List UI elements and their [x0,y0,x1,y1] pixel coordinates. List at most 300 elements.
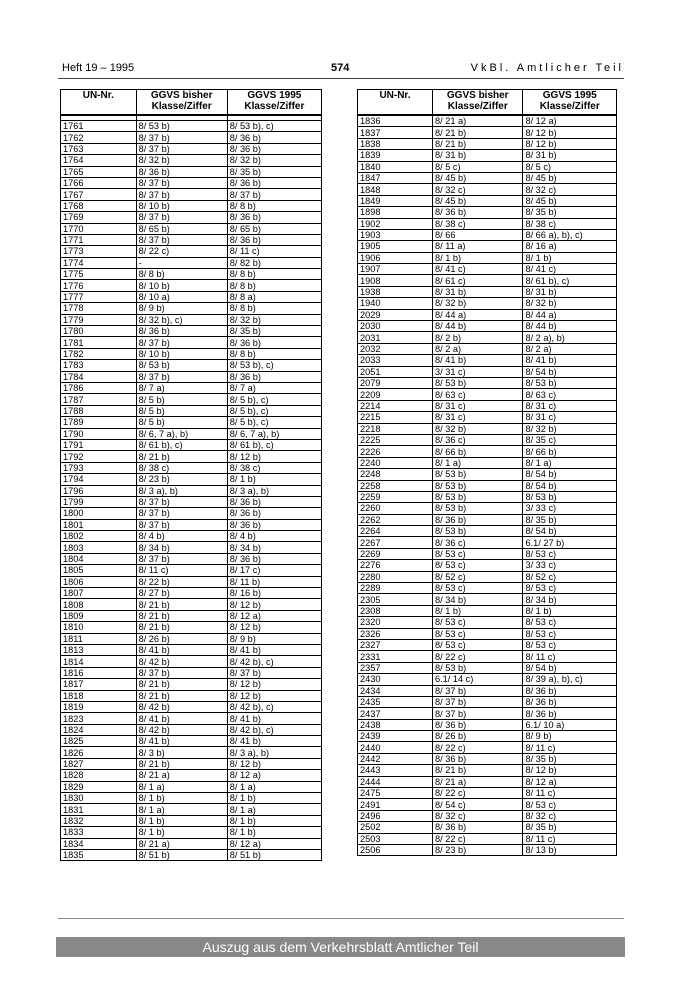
ggvs-bisher-cell: 8/ 21 a) [136,838,227,849]
ggvs-bisher-cell: 8/ 21 b) [136,690,227,701]
table-row [358,731,617,742]
ggvs-1995-cell: 8/ 11 b) [227,576,321,587]
table-row [358,594,617,605]
ggvs-1995-cell: 8/ 54 b) [523,366,617,377]
ggvs-1995-cell: 8/ 32 b) [523,298,617,309]
conversion-table-left [60,89,322,861]
table-row [358,423,617,434]
table-row [358,514,617,525]
ggvs-bisher-cell: 8/ 10 a) [136,291,227,302]
un-number-cell: 2218 [358,423,433,434]
table-row [61,485,322,496]
ggvs-1995-cell: 8/ 8 b) [227,348,321,359]
ggvs-1995-cell: 8/ 36 b) [227,519,321,530]
un-number-cell: 1906 [358,252,433,263]
ggvs-1995-cell: 8/ 5 b), c) [227,417,321,428]
ggvs-bisher-cell: 8/ 42 b) [136,656,227,667]
un-number-cell: 1807 [61,588,137,599]
ggvs-1995-cell: 8/ 12 b) [227,690,321,701]
table-row [61,610,322,621]
un-number-cell: 1790 [61,428,137,439]
un-number-cell: 2264 [358,526,433,537]
un-number-cell: 1776 [61,280,137,291]
un-number-cell: 2434 [358,685,433,696]
ggvs-1995-cell: 8/ 12 b) [523,127,617,138]
un-number-cell: 1938 [358,286,433,297]
table-row [358,537,617,548]
un-number-cell: 1808 [61,599,137,610]
un-number-cell: 2029 [358,309,433,320]
ggvs-bisher-cell: 8/ 1 b) [136,827,227,838]
table-row [358,241,617,252]
table-row [61,850,322,861]
un-number-cell: 2327 [358,639,433,650]
un-number-cell: 1804 [61,553,137,564]
table-row [358,651,617,662]
ggvs-1995-cell: 8/ 16 a) [523,241,617,252]
table-row [61,656,322,667]
ggvs-bisher-cell: 8/ 31 c) [433,412,523,423]
un-number-cell: 1805 [61,565,137,576]
un-number-cell: 1898 [358,207,433,218]
un-number-cell: 2506 [358,845,433,856]
ggvs-1995-cell: 8/ 39 a), b), c) [523,674,617,685]
ggvs-1995-cell: 8/ 53 b), c) [227,121,321,132]
ggvs-1995-cell: 8/ 53 c) [523,548,617,559]
table-row [358,355,617,366]
table-row [358,138,617,149]
ggvs-1995-cell: 8/ 1 b) [227,827,321,838]
table-row [61,405,322,416]
ggvs-1995-cell: 8/ 5 b), c) [227,405,321,416]
table-row [61,269,322,280]
table-row [358,571,617,582]
un-number-cell: 1831 [61,804,137,815]
ggvs-bisher-cell: 8/ 52 c) [433,571,523,582]
table-row [358,765,617,776]
un-number-cell: 2326 [358,628,433,639]
ggvs-bisher-cell: 8/ 22 c) [433,788,523,799]
ggvs-bisher-cell: 8/ 51 b) [136,850,227,861]
ggvs-bisher-cell: 8/ 36 b) [433,207,523,218]
ggvs-bisher-cell: 8/ 23 b) [433,845,523,856]
table-row [358,799,617,810]
ggvs-1995-cell: 8/ 63 c) [523,389,617,400]
ggvs-bisher-cell: 8/ 1 a) [433,457,523,468]
table-row [358,845,617,856]
ggvs-1995-cell: 8/ 36 b) [227,143,321,154]
ggvs-1995-cell: 8/ 36 b) [227,212,321,223]
ggvs-bisher-cell: 8/ 1 a) [136,804,227,815]
ggvs-1995-cell: 8/ 2 a), b) [523,332,617,343]
un-number-cell: 2331 [358,651,433,662]
table-header-row [358,90,617,116]
conversion-table-right [357,89,617,856]
un-number-cell: 1771 [61,234,137,245]
ggvs-1995-cell: 8/ 53 c) [523,639,617,650]
un-number-cell: 1832 [61,815,137,826]
un-number-cell: 1813 [61,644,137,655]
table-row [61,189,322,200]
un-number-cell: 1816 [61,667,137,678]
ggvs-bisher-cell: 8/ 1 b) [136,815,227,826]
ggvs-1995-cell: 8/ 8 a) [227,291,321,302]
table-row [358,366,617,377]
ggvs-1995-cell: 8/ 31 c) [523,400,617,411]
table-row [61,679,322,690]
ggvs-1995-cell: 8/ 61 b), c) [523,275,617,286]
table-row [61,827,322,838]
un-number-cell: 2475 [358,788,433,799]
ggvs-1995-cell: 8/ 36 b) [227,508,321,519]
ggvs-bisher-cell: 8/ 36 c) [433,537,523,548]
ggvs-bisher-cell: 8/ 5 b) [136,417,227,428]
footer-rule [58,918,624,919]
ggvs-bisher-cell: 8/ 41 b) [136,644,227,655]
un-number-cell: 1802 [61,531,137,542]
un-number-cell: 1762 [61,132,137,143]
ggvs-bisher-cell: 8/ 53 b) [433,469,523,480]
un-number-cell: 2435 [358,696,433,707]
un-number-cell: 1903 [358,229,433,240]
table-row [61,371,322,382]
table-row [61,644,322,655]
ggvs-bisher-cell: 8/ 63 c) [433,389,523,400]
table-row [61,155,322,166]
col-un-header: UN-Nr. [358,90,433,116]
un-number-cell: 1774 [61,257,137,268]
un-number-cell: 1769 [61,212,137,223]
ggvs-bisher-cell: 8/ 37 b) [433,696,523,707]
ggvs-1995-cell: 8/ 31 b) [523,286,617,297]
ggvs-1995-cell: 8/ 41 b) [227,644,321,655]
table-row [358,172,617,183]
un-number-cell: 1836 [358,115,433,127]
table-row [61,417,322,428]
ggvs-bisher-cell: 8/ 32 b) [433,298,523,309]
un-number-cell: 2437 [358,708,433,719]
ggvs-bisher-cell: 8/ 53 c) [433,560,523,571]
un-number-cell: 2502 [358,822,433,833]
table-row [358,377,617,388]
un-number-cell: 1801 [61,519,137,530]
table-row [358,810,617,821]
ggvs-1995-cell: 8/ 5 c) [523,161,617,172]
un-number-cell: 1770 [61,223,137,234]
un-number-cell: 2259 [358,491,433,502]
ggvs-bisher-cell: 8/ 37 b) [433,685,523,696]
table-row [358,560,617,571]
un-number-cell: 1905 [358,241,433,252]
un-number-cell: 1817 [61,679,137,690]
ggvs-1995-cell: 8/ 1 a) [227,804,321,815]
table-row [61,781,322,792]
un-number-cell: 2226 [358,446,433,457]
ggvs-1995-cell: 8/ 36 b) [227,496,321,507]
ggvs-1995-cell: 8/ 9 b) [227,633,321,644]
ggvs-bisher-cell: 8/ 3 a), b) [136,485,227,496]
ggvs-1995-cell: 8/ 36 b) [227,177,321,188]
ggvs-bisher-cell: 8/ 37 b) [136,212,227,223]
un-number-cell: 1800 [61,508,137,519]
un-number-cell: 2240 [358,457,433,468]
ggvs-bisher-cell: 8/ 53 b) [433,503,523,514]
ggvs-bisher-cell: 8/ 32 c) [433,184,523,195]
ggvs-bisher-cell: 8/ 37 b) [136,234,227,245]
ggvs-bisher-cell: 8/ 34 b) [433,594,523,605]
ggvs-1995-cell: 8/ 1 b) [227,793,321,804]
ggvs-1995-cell: 8/ 3 a), b) [227,747,321,758]
header-rule [58,78,624,79]
ggvs-bisher-cell: 8/ 53 c) [433,628,523,639]
table-row [61,793,322,804]
un-number-cell: 1783 [61,360,137,371]
ggvs-bisher-cell: 8/ 21 b) [433,127,523,138]
ggvs-bisher-cell: 8/ 36 b) [433,753,523,764]
un-number-cell: 2280 [358,571,433,582]
un-number-cell: 1902 [358,218,433,229]
un-number-cell: 1781 [61,337,137,348]
un-number-cell: 2440 [358,742,433,753]
ggvs-1995-cell: 8/ 51 b) [227,850,321,861]
ggvs-1995-cell: 8/ 66 a), b), c) [523,229,617,240]
un-number-cell: 1849 [358,195,433,206]
ggvs-bisher-cell: 8/ 22 c) [433,651,523,662]
ggvs-bisher-cell: 8/ 1 b) [433,605,523,616]
ggvs-bisher-cell: 8/ 41 b) [433,355,523,366]
table-row [358,742,617,753]
un-number-cell: 1834 [61,838,137,849]
table-row [61,337,322,348]
table-row [358,286,617,297]
table-row [61,724,322,735]
un-number-cell: 1780 [61,326,137,337]
un-number-cell: 1764 [61,155,137,166]
ggvs-bisher-cell: 8/ 32 b) [136,155,227,166]
un-number-cell: 1806 [61,576,137,587]
table-body-left [61,115,322,861]
table-row [61,143,322,154]
un-number-cell: 1768 [61,200,137,211]
ggvs-bisher-cell: 8/ 36 b) [433,514,523,525]
un-number-cell: 1788 [61,405,137,416]
ggvs-1995-cell: 8/ 53 c) [523,628,617,639]
ggvs-1995-cell: 8/ 7 a) [227,382,321,393]
table-row [61,314,322,325]
ggvs-bisher-cell: 8/ 53 b) [433,526,523,537]
ggvs-1995-cell: 8/ 4 b) [227,531,321,542]
ggvs-1995-cell: 8/ 17 c) [227,565,321,576]
table-row [358,264,617,275]
ggvs-1995-cell: 8/ 44 a) [523,309,617,320]
table-row [61,280,322,291]
ggvs-bisher-cell: 8/ 7 a) [136,382,227,393]
ggvs-1995-cell: 8/ 31 c) [523,412,617,423]
ggvs-bisher-cell: 8/ 21 a) [433,115,523,127]
table-row [358,628,617,639]
table-row [358,207,617,218]
table-row [61,382,322,393]
un-number-cell: 1792 [61,451,137,462]
ggvs-1995-cell: 8/ 36 b) [227,371,321,382]
un-number-cell: 1794 [61,474,137,485]
ggvs-bisher-cell: 8/ 23 b) [136,474,227,485]
un-number-cell: 2305 [358,594,433,605]
un-number-cell: 2267 [358,537,433,548]
ggvs-1995-cell: 8/ 12 b) [523,765,617,776]
un-number-cell: 1835 [61,850,137,861]
table-row [61,303,322,314]
table-row [358,833,617,844]
un-number-cell: 1825 [61,736,137,747]
ggvs-1995-cell: 8/ 66 b) [523,446,617,457]
ggvs-bisher-cell: 8/ 36 b) [136,326,227,337]
table-row [358,662,617,673]
un-number-cell: 1779 [61,314,137,325]
un-number-cell: 1809 [61,610,137,621]
ggvs-bisher-cell: 8/ 11 a) [433,241,523,252]
ggvs-1995-cell: 8/ 37 b) [227,667,321,678]
un-number-cell: 1829 [61,781,137,792]
table-row [61,599,322,610]
ggvs-bisher-cell: 8/ 5 b) [136,394,227,405]
ggvs-1995-cell: 8/ 32 c) [523,810,617,821]
un-number-cell: 2030 [358,321,433,332]
un-number-cell: 1777 [61,291,137,302]
ggvs-1995-cell: 8/ 41 b) [227,736,321,747]
ggvs-bisher-cell: 8/ 26 b) [433,731,523,742]
ggvs-1995-cell: 8/ 41 b) [523,355,617,366]
table-row [61,758,322,769]
ggvs-bisher-cell: 8/ 11 c) [136,565,227,576]
table-row [61,291,322,302]
un-number-cell: 1818 [61,690,137,701]
un-number-cell: 2079 [358,377,433,388]
ggvs-bisher-cell: 8/ 44 b) [433,321,523,332]
ggvs-1995-cell: 8/ 38 c) [227,462,321,473]
table-row [358,343,617,354]
ggvs-1995-cell: 8/ 36 b) [523,685,617,696]
un-number-cell: 2430 [358,674,433,685]
table-row [61,451,322,462]
table-row [358,161,617,172]
table-row [61,177,322,188]
un-number-cell: 2289 [358,583,433,594]
ggvs-1995-cell: 8/ 5 b), c) [227,394,321,405]
ggvs-bisher-cell: 8/ 53 b) [136,121,227,132]
un-number-cell: 1761 [61,121,137,132]
ggvs-bisher-cell: 8/ 53 b) [136,360,227,371]
table-row [61,348,322,359]
un-number-cell: 2443 [358,765,433,776]
un-number-cell: 2503 [358,833,433,844]
table-row [61,474,322,485]
ggvs-1995-cell: 8/ 45 b) [523,172,617,183]
un-number-cell: 1837 [358,127,433,138]
table-row [358,719,617,730]
ggvs-bisher-cell: 8/ 37 b) [136,177,227,188]
col-bisher-header: GGVS bisher Klasse/Ziffer [433,90,523,116]
table-row [61,496,322,507]
ggvs-1995-cell: 8/ 41 b) [227,713,321,724]
col-neu-header: GGVS 1995 Klasse/Ziffer [227,90,321,116]
un-number-cell: 2225 [358,434,433,445]
un-number-cell: 1796 [61,485,137,496]
table-row [358,708,617,719]
ggvs-bisher-cell: 8/ 1 b) [433,252,523,263]
ggvs-bisher-cell: 8/ 53 b) [433,491,523,502]
un-number-cell: 1940 [358,298,433,309]
un-number-cell: 1763 [61,143,137,154]
un-number-cell: 2262 [358,514,433,525]
table-row [61,246,322,257]
ggvs-1995-cell: 8/ 12 b) [227,679,321,690]
ggvs-1995-cell: 8/ 35 b) [227,326,321,337]
table-row [61,360,322,371]
ggvs-1995-cell: 8/ 35 b) [523,514,617,525]
un-number-cell: 2357 [358,662,433,673]
ggvs-1995-cell: 8/ 8 b) [227,200,321,211]
ggvs-1995-cell: 8/ 1 a) [227,781,321,792]
table-row [358,446,617,457]
un-number-cell: 1907 [358,264,433,275]
table-row [61,622,322,633]
ggvs-1995-cell: 8/ 37 b) [227,189,321,200]
ggvs-1995-cell: 8/ 54 b) [523,480,617,491]
table-row [61,713,322,724]
col-neu-header: GGVS 1995 Klasse/Ziffer [523,90,617,116]
table-row [358,195,617,206]
ggvs-1995-cell: 8/ 11 c) [523,833,617,844]
ggvs-bisher-cell: 8/ 31 c) [433,400,523,411]
table-row [358,776,617,787]
un-number-cell: 1811 [61,633,137,644]
un-number-cell: 1838 [358,138,433,149]
ggvs-bisher-cell: 8/ 37 b) [136,189,227,200]
ggvs-1995-cell: 8/ 42 b), c) [227,724,321,735]
ggvs-1995-cell: 8/ 61 b), c) [227,439,321,450]
un-number-cell: 2438 [358,719,433,730]
ggvs-1995-cell: 8/ 12 b) [227,451,321,462]
ggvs-bisher-cell: 8/ 37 b) [136,143,227,154]
ggvs-bisher-cell: 8/ 37 b) [136,553,227,564]
un-number-cell: 1826 [61,747,137,758]
table-row [358,639,617,650]
table-row [358,309,617,320]
table-row [61,326,322,337]
table-row [61,462,322,473]
ggvs-1995-cell: 8/ 32 b) [227,155,321,166]
ggvs-1995-cell: 3/ 33 c) [523,560,617,571]
ggvs-1995-cell: 8/ 54 b) [523,526,617,537]
table-row [61,770,322,781]
ggvs-1995-cell: 8/ 35 b) [227,166,321,177]
table-row [61,690,322,701]
table-row [358,229,617,240]
ggvs-1995-cell: 8/ 36 b) [227,234,321,245]
table-row [61,234,322,245]
ggvs-1995-cell: 8/ 11 c) [523,788,617,799]
table-row [61,576,322,587]
ggvs-bisher-cell: 8/ 1 a) [136,781,227,792]
ggvs-1995-cell: 8/ 11 c) [523,651,617,662]
ggvs-1995-cell: 8/ 2 a) [523,343,617,354]
ggvs-bisher-cell: 8/ 42 b) [136,724,227,735]
ggvs-bisher-cell: 8/ 53 b) [433,662,523,673]
un-number-cell: 2209 [358,389,433,400]
ggvs-1995-cell: 8/ 12 b) [523,138,617,149]
issue-label: Heft 19 – 1995 [62,62,135,74]
